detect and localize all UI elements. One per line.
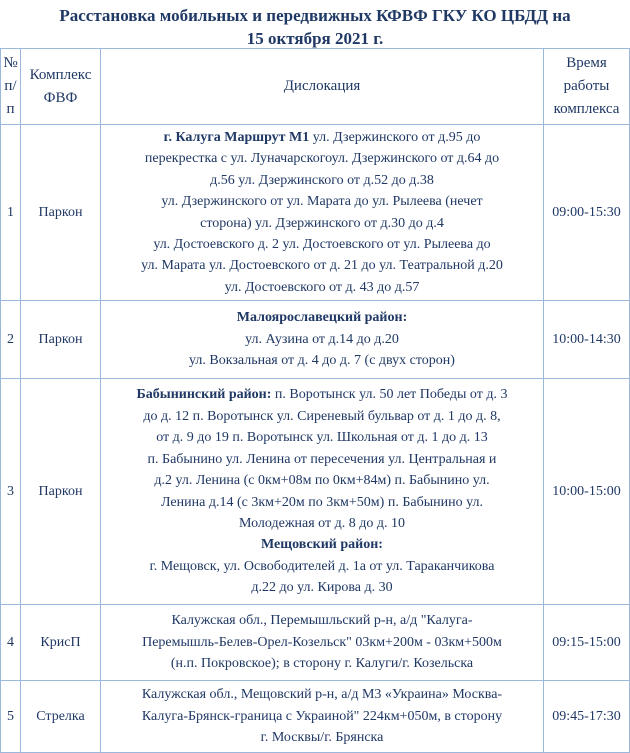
location-text: ул. Марата ул. Достоевского от д. 21 до ул. Театральной д.20	[141, 258, 503, 274]
row-time: 09:00-15:30	[544, 125, 630, 301]
row-time: 09:15-15:00	[544, 605, 630, 681]
table-row	[1, 605, 630, 681]
location-line	[103, 350, 541, 371]
location-text: Калуга-Брянск-граница с Украиной" 224км+050м, в сторону	[141, 708, 503, 724]
row-complex: Паркон	[21, 301, 101, 379]
header-row	[1, 49, 630, 125]
header-location: Дислокация	[101, 49, 544, 125]
row-location	[101, 125, 544, 301]
row-number: 5	[1, 681, 21, 753]
location-line	[103, 577, 541, 598]
location-line	[103, 513, 541, 534]
location-line	[103, 191, 541, 212]
row-complex: Паркон	[21, 125, 101, 301]
location-text: ул. Дзержинского от д.95 до	[309, 129, 481, 145]
row-complex: Стрелка	[21, 681, 101, 753]
location-line	[103, 534, 541, 555]
location-text: (н.п. Покровское); в сторону г. Калуги/г. Козельска	[170, 656, 474, 672]
location-text: г. Мещовск, ул. Освободителей д. 1а от ул. Тараканчикова	[149, 558, 495, 574]
location-heading: г. Калуга Маршрут М1	[163, 129, 310, 145]
location-text: Перемышль-Белев-Орел-Козельск" 03км+200м - 03км+500м	[142, 634, 502, 650]
location-text: Ленина д.14 (с 3км+20м по 3км+50м) п. Бабынино ул.	[161, 494, 483, 510]
location-line	[103, 234, 541, 255]
table-row	[1, 125, 630, 301]
header-complex: Комплекс ФВФ	[21, 49, 101, 125]
location-text: д.56 ул. Дзержинского от д.52 до д.38	[210, 172, 434, 188]
location-text: Калужская обл., Мещовский р-н, а/д М3 «Украина» Москва-	[141, 687, 503, 703]
location-text: перекрестка с ул. Луначарскогоул. Дзержинского от д.64 до	[144, 151, 500, 167]
location-line	[103, 492, 541, 513]
row-time: 10:00-14:30	[544, 301, 630, 379]
location-text: ул. Вокзальная от д. 4 до д. 7 (с двух сторон)	[189, 353, 455, 369]
location-text: Молодежная от д. 8 до д. 10	[239, 515, 405, 531]
location-heading: Бабынинский район:	[136, 387, 272, 403]
row-location	[101, 379, 544, 605]
row-location	[101, 605, 544, 681]
location-text: д.22 до ул. Кирова д. 30	[251, 580, 393, 596]
location-line	[103, 727, 541, 748]
title-line-2: 15 октября 2021 г.	[246, 29, 384, 48]
location-text: до д. 12 п. Воротынск ул. Сиреневый бульвар от д. 1 до д. 8,	[143, 408, 501, 424]
location-text: ул. Дзержинского от ул. Марата до ул. Рылеева (нечет	[161, 194, 483, 210]
location-text: от д. 9 до 19 п. Воротынск ул. Школьная от д. 1 до д. 13	[156, 430, 488, 446]
title-line-1: Расстановка мобильных и передвижных КФВФ ГКУ КО ЦБДД на	[59, 6, 571, 25]
placement-table	[0, 48, 630, 753]
location-line	[103, 127, 541, 148]
location-line	[103, 384, 541, 405]
location-heading: Мещовский район:	[261, 537, 383, 553]
row-number: 4	[1, 605, 21, 681]
document-title	[0, 0, 630, 48]
location-line	[103, 329, 541, 350]
location-line	[103, 470, 541, 491]
location-line	[103, 684, 541, 705]
location-line	[103, 427, 541, 448]
location-text: п. Бабынино ул. Ленина от пересечения ул. Центральная и	[147, 451, 497, 467]
location-text: д.2 ул. Ленина (с 0км+08м по 0км+84м) п. Бабынино ул.	[154, 473, 490, 489]
row-number: 3	[1, 379, 21, 605]
location-line	[103, 632, 541, 653]
location-line	[103, 213, 541, 234]
row-location	[101, 681, 544, 753]
table-row	[1, 379, 630, 605]
location-line	[103, 277, 541, 298]
row-complex: КрисП	[21, 605, 101, 681]
location-text: ул. Аузина от д.14 до д.20	[245, 331, 399, 347]
row-complex: Паркон	[21, 379, 101, 605]
row-number: 2	[1, 301, 21, 379]
location-text: сторона) ул. Дзержинского от д.30 до д.4	[200, 215, 444, 231]
location-line	[103, 170, 541, 191]
table-row	[1, 681, 630, 753]
table-row	[1, 301, 630, 379]
location-text: ул. Достоевского д. 2 ул. Достоевского от ул. Рылеева до	[153, 236, 491, 252]
location-text: п. Воротынск ул. 50 лет Победы от д. 3	[271, 387, 508, 403]
location-line	[103, 406, 541, 427]
header-time: Время работы комплекса	[544, 49, 630, 125]
location-text: ул. Достоевского от д. 43 до д.57	[224, 279, 420, 295]
location-line	[103, 653, 541, 674]
location-line	[103, 148, 541, 169]
header-num: № п/ п	[1, 49, 21, 125]
location-line	[103, 449, 541, 470]
location-line	[103, 610, 541, 631]
location-line	[103, 556, 541, 577]
row-location	[101, 301, 544, 379]
location-text: Калужская обл., Перемышльский р-н, а/д "Калуга-	[171, 613, 473, 629]
row-time: 09:45-17:30	[544, 681, 630, 753]
location-line	[103, 706, 541, 727]
location-line	[103, 307, 541, 328]
row-time: 10:00-15:00	[544, 379, 630, 605]
row-number: 1	[1, 125, 21, 301]
location-line	[103, 255, 541, 276]
location-heading: Малоярославецкий район:	[236, 310, 408, 326]
location-text: г. Москвы/г. Брянска	[260, 730, 384, 746]
